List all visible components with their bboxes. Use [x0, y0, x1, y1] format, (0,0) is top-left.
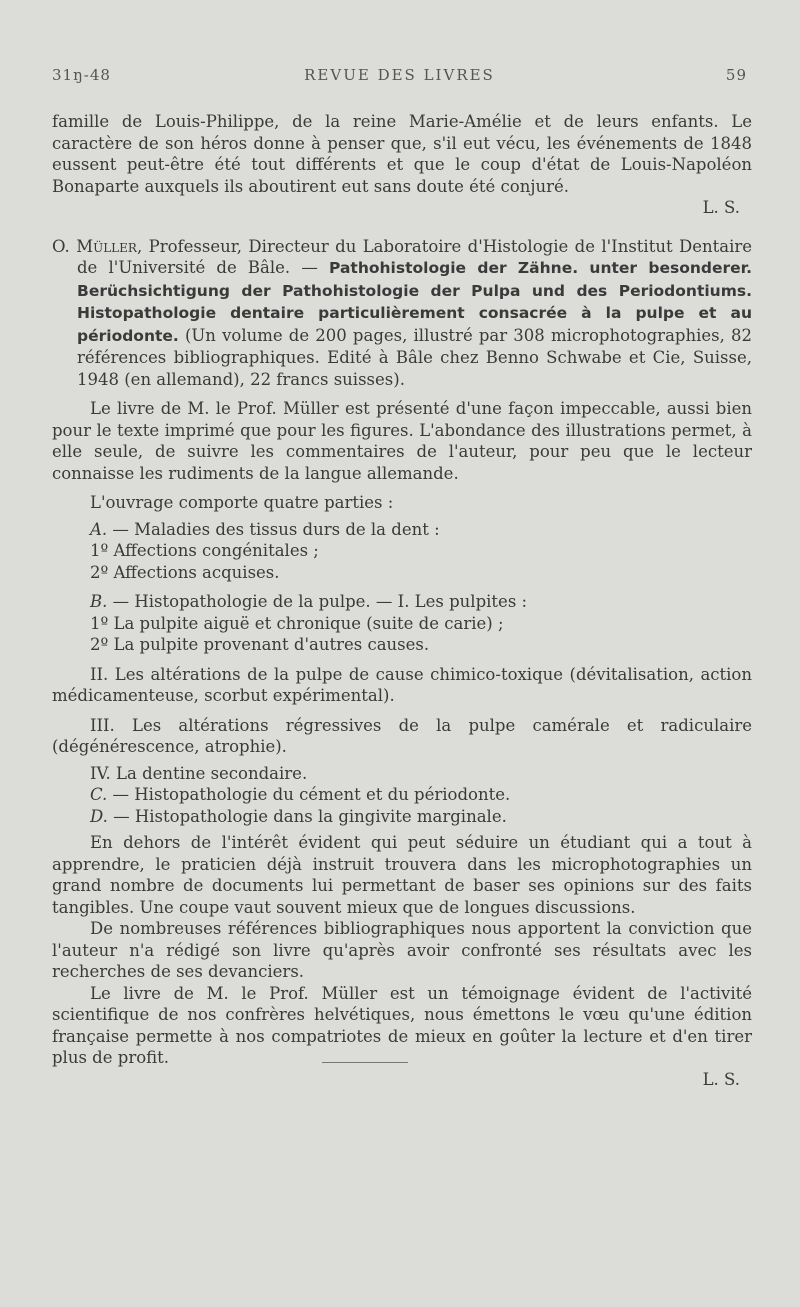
book-author: O. Müller — [52, 236, 137, 256]
review-paragraph-1: Le livre de M. le Prof. Müller est présenté d'une façon impeccable, aussi bien pour le texte imprimé que pour les figures. L'abondance des illustrations permet, à elle seule, de suivre les commentaires de l'auteur, pour peu que le lecteur connaisse les rudiments de la langue allemande. — [52, 399, 752, 483]
part-b-ii: II. Les altérations de la pulpe de cause chimico-toxique (dévitalisation, action médicamenteuse, scorbut expérimental). — [52, 664, 752, 705]
review-paragraph-3: En dehors de l'intérêt évident qui peut séduire un étudiant qui a tout à apprendre, le praticien déjà instruit trouvera dans les microphotographies un grand nombre de documents lui permettant de baser ses opinions sur des faits tangibles. Une coupe vaut souvent mieux que de longues discussions. — [52, 833, 752, 917]
part-c-text: — Histopathologie du cément et du périodonte. — [107, 785, 511, 804]
part-b-text: — Histopathologie de la pulpe. — I. Les pulpites : — [107, 592, 528, 611]
part-b-item-1: 1º La pulpite aiguë et chronique (suite de carie) ; — [90, 613, 504, 633]
part-c-letter: C. — [90, 785, 108, 804]
book-title-german: Pathohistologie der Zähne. unter besonderer. Berüchsichtigung der Pathohistologie der Pulpa und des Periodontiums. — [77, 259, 752, 300]
part-a-item-1: 1º Affections congénitales ; — [90, 541, 319, 560]
part-d-letter: D. — [90, 806, 108, 826]
part-b-letter: B. — [90, 592, 108, 611]
part-a-letter: A. — [90, 519, 108, 539]
book-publication-info: (Un volume de 200 pages, illustré par 308 microphotographies, 82 références bibliographiques. Edité à Bâle chez Benno Schwabe et Cie, Suisse, 1948 (en allemand), 22 francs suisses). — [77, 325, 752, 389]
part-a — [52, 519, 752, 541]
part-b-iv: IV. La dentine secondaire. — [90, 763, 308, 783]
header-title: REVUE DES LIVRES — [304, 66, 495, 84]
intro-paragraph: famille de Louis-Philippe, de la reine Marie-Amélie et de leurs enfants. Le caractère de son héros donne à penser que, s'il eut vécu, les événements de 1848 eussent peut-être été tout différents et que le coup d'état de Louis-Napoléon Bonaparte auxquels ils aboutirent eut sans doute été conjuré. — [52, 112, 752, 196]
part-b — [52, 591, 752, 613]
review-paragraph-5: Le livre de M. le Prof. Müller est un témoignage évident de l'activité scientifique de nos confrères helvétiques, nous émettons le vœu qu'une édition française permette à nos compatriotes de mieux en goûter la lecture et d'en tirer plus de profit. — [52, 983, 752, 1067]
part-a-text: — Maladies des tissus durs de la dent : — [107, 519, 440, 539]
review-paragraph-4: De nombreuses références bibliographiques nous apportent la conviction que l'auteur n'a rédigé son livre qu'après avoir confronté ses résultats avec les recherches de ses devanciers. — [52, 919, 752, 981]
page-body — [52, 111, 752, 1090]
book-entry — [52, 236, 752, 391]
book-title-french: Histopathologie dentaire particulièrement consacrée à la pulpe et au périodonte. — [77, 304, 752, 345]
review-paragraph-2: L'ouvrage comporte quatre parties : — [90, 493, 394, 512]
book-author-details: , Professeur, Directeur du Laboratoire d'Histologie de l'Institut Dentaire de l'Université de Bâle. — — [77, 236, 753, 277]
header-ref: 31ŋ-48 — [52, 66, 111, 84]
part-d-text: — Histopathologie dans la gingivite marginale. — [107, 806, 507, 826]
intro-signature: L. S. — [702, 198, 740, 217]
running-header — [52, 66, 747, 86]
part-d — [52, 806, 752, 828]
part-b-item-2: 2º La pulpite provenant d'autres causes. — [90, 635, 430, 654]
review-signature: L. S. — [702, 1069, 740, 1089]
page-number: 59 — [725, 66, 747, 84]
section-divider — [322, 1062, 408, 1063]
part-a-item-2: 2º Affections acquises. — [90, 562, 280, 582]
part-b-iii: III. Les altérations régressives de la pulpe camérale et radiculaire (dégénérescence, atrophie). — [52, 715, 752, 756]
part-c — [52, 784, 752, 806]
